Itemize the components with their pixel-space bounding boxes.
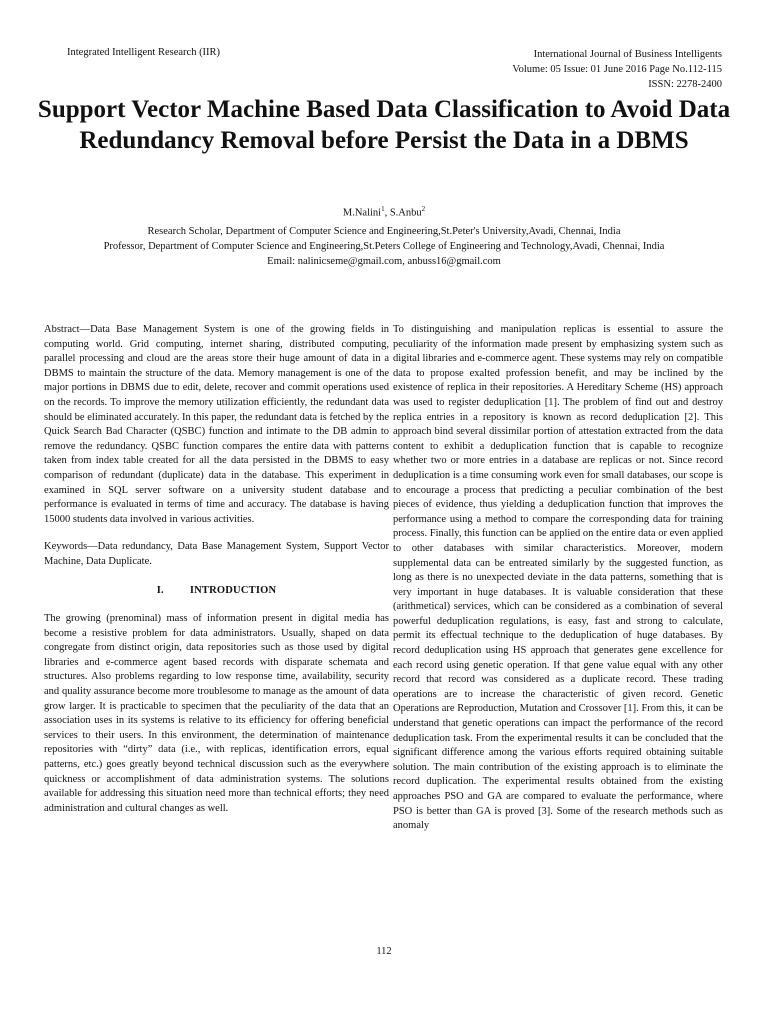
header-journal-name: International Journal of Business Intelligents [533, 49, 722, 60]
abstract: Abstract—Data Base Management System is one of the growing fields in computing world. Grid computing, internet sharing, distributed computing, parallel processing and cloud are the areas store their huge amount of data in a DBMS to maintain the structure of the data. Memory management is one of the major portions in DBMS due to edit, delete, recover and commit operations used on the records. To improve the memory utilization efficiently, the redundant data should be eliminated accurately. In this paper, the redundant data is fetched by the Quick Search Bad Character (QSBC) function and intimate to the DB admin to remove the redundancy. QSBC function compares the entire data with patterns taken from index table created for all the data persisted in the DBMS to easy comparison of redundant (duplicate) data in the database. This experiment in examined in SQL server software on a university student database and performance is evaluated in terms of time and accuracy. The database is having 15000 students data involved in various activities. [44, 324, 389, 525]
page-number: 112 [376, 946, 392, 957]
affiliation-line: Professor, Department of Computer Science and Engineering,St.Peters College of Engineering and Technology,Avadi, Chennai, India [103, 241, 665, 252]
author-name: M.Nalini [342, 207, 382, 219]
section-heading [44, 584, 389, 599]
left-column [44, 323, 389, 816]
author-name: S.Anbu [389, 207, 422, 219]
affiliations [0, 224, 768, 269]
author-affiliation-mark: 1 [381, 205, 385, 213]
section-title: INTRODUCTION [189, 584, 277, 596]
header-left-journal: Integrated Intelligent Research (IIR) [67, 47, 221, 58]
header-right-block [512, 47, 722, 92]
section-number: I. [156, 584, 164, 596]
header-volume-issue: Volume: 05 Issue: 01 June 2016 Page No.112-115 [512, 64, 722, 75]
right-column [393, 323, 723, 834]
author-affiliation-mark: 2 [421, 205, 426, 213]
keywords: Keywords—Data redundancy, Data Base Management System, Support Vector Machine, Data Duplicate. [44, 541, 389, 567]
email-line: Email: nalinicseme@gmail.com, anbuss16@gmail.com [267, 256, 501, 267]
affiliation-line: Research Scholar, Department of Computer Science and Engineering,St.Peter's University,Avadi, Chennai, India [147, 226, 621, 237]
body-paragraph: To distinguishing and manipulation replicas is essential to assure the peculiarity of the information made present by emphasizing system such as digital libraries and e-commerce agent. These systems may rely on compatible data to propose exalted profession benefit, and may be inclined by the existence of replica in their repositories. A Hereditary Scheme (HS) approach was used to register deduplication [1]. The problem of find out and destroy replica entries in a repository is known as record deduplication [2]. This approach bind several dissimilar portion of attestation extracted from the data content to exhibit a deduplication function that is capable to recognize whether two or more entries in a database are replicas or not. Since record deduplication is a time consuming work even for small databases, our scope is to encourage a process that predicting a peculiar combination of the best pieces of evidence, thus yielding a deduplication function that improves the performance using a method to compare the corresponding data for training process. Finally, this function can be applied on the entire data or even applied to other databases with similar characteristics. Moreover, modern supplemental data can be entreated similarly by the suggested function, as long as there is no unexpected deviate in the data patterns, something that is very important in huge databases. It is valuable consideration that these (arithmetical) services, which can be considered as a combination of several powerful deduplication regulations, is easy, fast and strong to calculate, permit its effectual technique to the deduplication of huge databases. By record deduplication using HS approach that generates gene excellence for each record using genetic operation. If that gene value equal with any other record that record was considered as a duplicate record. These trading operations are to increase the characteristic of given record. Genetic Operations are Reproduction, Mutation and Crossover [1]. From this, it can be understand that genetic operations can impact the performance of the record deduplication task. From the experimental results it can be concluded that the significant difference among the various efforts required obtaining suitable solution. The main contribution of the existing approach is to eliminate the record duplication. The experimental results obtained from the existing approaches PSO and GA are compared to evaluate the performance, where PSO is better than GA is proved [3]. Some of the research methods such as anomaly [393, 324, 723, 832]
header-issn: ISSN: 2278-2400 [648, 79, 722, 90]
author-separator: , [384, 207, 390, 219]
paper-title: Support Vector Machine Based Data Classification to Avoid Data Redundancy Removal before Persist the Data in a DBMS [37, 96, 731, 154]
intro-paragraph: The growing (prenominal) mass of information present in digital media has become a resistive problem for data administrators. Usually, shaped on data congregate from distinct origin, data repositories such as those used by digital libraries and e-commerce agent based records with disparate schemata and structures. Also problems regarding to low response time, availability, security and quality assurance become more troublesome to manage as the amount of data grow larger. It is practicable to specimen that the peculiarity of the data that an association uses in its systems is relative to its efficiency for offering beneficial services to their users. In this environment, the determination of maintenance repositories with “dirty” data (i.e., with replicas, identification errors, equal patterns, etc.) goes greatly beyond technical discussion such as the everywhere quickness or accomplishment of data administration systems. The solutions available for addressing this situation need more than technical efforts; they need administration and cultural changes as well. [44, 613, 389, 814]
author-list [0, 205, 768, 219]
